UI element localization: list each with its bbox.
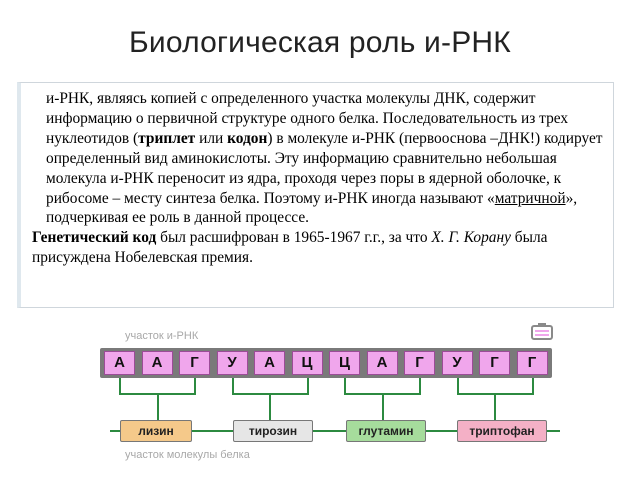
text-segment: был расшифрован в 1965-1967 г.г., за что	[156, 229, 432, 247]
nucleotide: Ц	[292, 351, 323, 375]
amino-acid-box: триптофан	[457, 420, 547, 442]
protein-segment-label: участок молекулы белка	[125, 449, 250, 461]
codon-connector	[494, 393, 496, 421]
rna-segment-label: участок и-РНК	[125, 330, 199, 342]
text-segment: была присуждена Нобелевская премия.	[32, 229, 548, 267]
codon-connector	[119, 378, 121, 394]
codon-connector	[419, 378, 421, 394]
paragraph	[32, 228, 605, 268]
text-block	[17, 82, 614, 308]
nucleotide: Г	[479, 351, 510, 375]
term-genetic-code: Генетический код	[32, 229, 157, 247]
codon-connector	[532, 378, 534, 394]
text-segment: ) в молекуле и-РНК (первооснова –ДНК!) кодирует определенный вид аминокислоты. Эту информацию сравнительно небольшая молекула и-РНК переносит из ядра, проходя через поры в ядерной оболочке, к рибосоме – месту синтеза белка. Поэтому и-РНК иногда называют «	[46, 129, 603, 207]
paragraph	[32, 89, 605, 228]
scientist-name: Х. Г. Корану	[431, 229, 511, 247]
term-triplet: триплет	[138, 129, 196, 147]
codon-connector	[269, 393, 271, 421]
nucleotide: Г	[179, 351, 210, 375]
term-matrix: матричной	[494, 189, 566, 207]
nucleotide: А	[142, 351, 173, 375]
text-segment: и-РНК, являясь копией с определенного участка молекулы ДНК, содержит информацию о первичной структуре одного белка. Последовательность из трех нуклеотидов (	[46, 90, 569, 147]
nucleotide: У	[442, 351, 473, 375]
text-segment: или	[195, 129, 228, 147]
term-codon: кодон	[227, 129, 268, 147]
codon-connector	[194, 378, 196, 394]
codon-connector	[157, 393, 159, 421]
codon-connector	[457, 378, 459, 394]
nucleotide: А	[254, 351, 285, 375]
nucleotide: Ц	[329, 351, 360, 375]
nucleotide: А	[367, 351, 398, 375]
codon-connector	[344, 378, 346, 394]
amino-acid-box: тирозин	[233, 420, 313, 442]
nucleotide: А	[104, 351, 135, 375]
codon-connector	[232, 378, 234, 394]
amino-acid-box: лизин	[120, 420, 192, 442]
nucleotide: У	[217, 351, 248, 375]
page-title: Биологическая роль и-РНК	[129, 26, 511, 59]
nucleotide: Г	[404, 351, 435, 375]
codon-connector	[382, 393, 384, 421]
text-segment: », подчеркивая ее роль в данной процессе.	[46, 189, 578, 227]
amino-acid-box: глутамин	[346, 420, 426, 442]
nucleotide: Г	[517, 351, 548, 375]
battery-icon	[530, 320, 556, 342]
codon-connector	[307, 378, 309, 394]
